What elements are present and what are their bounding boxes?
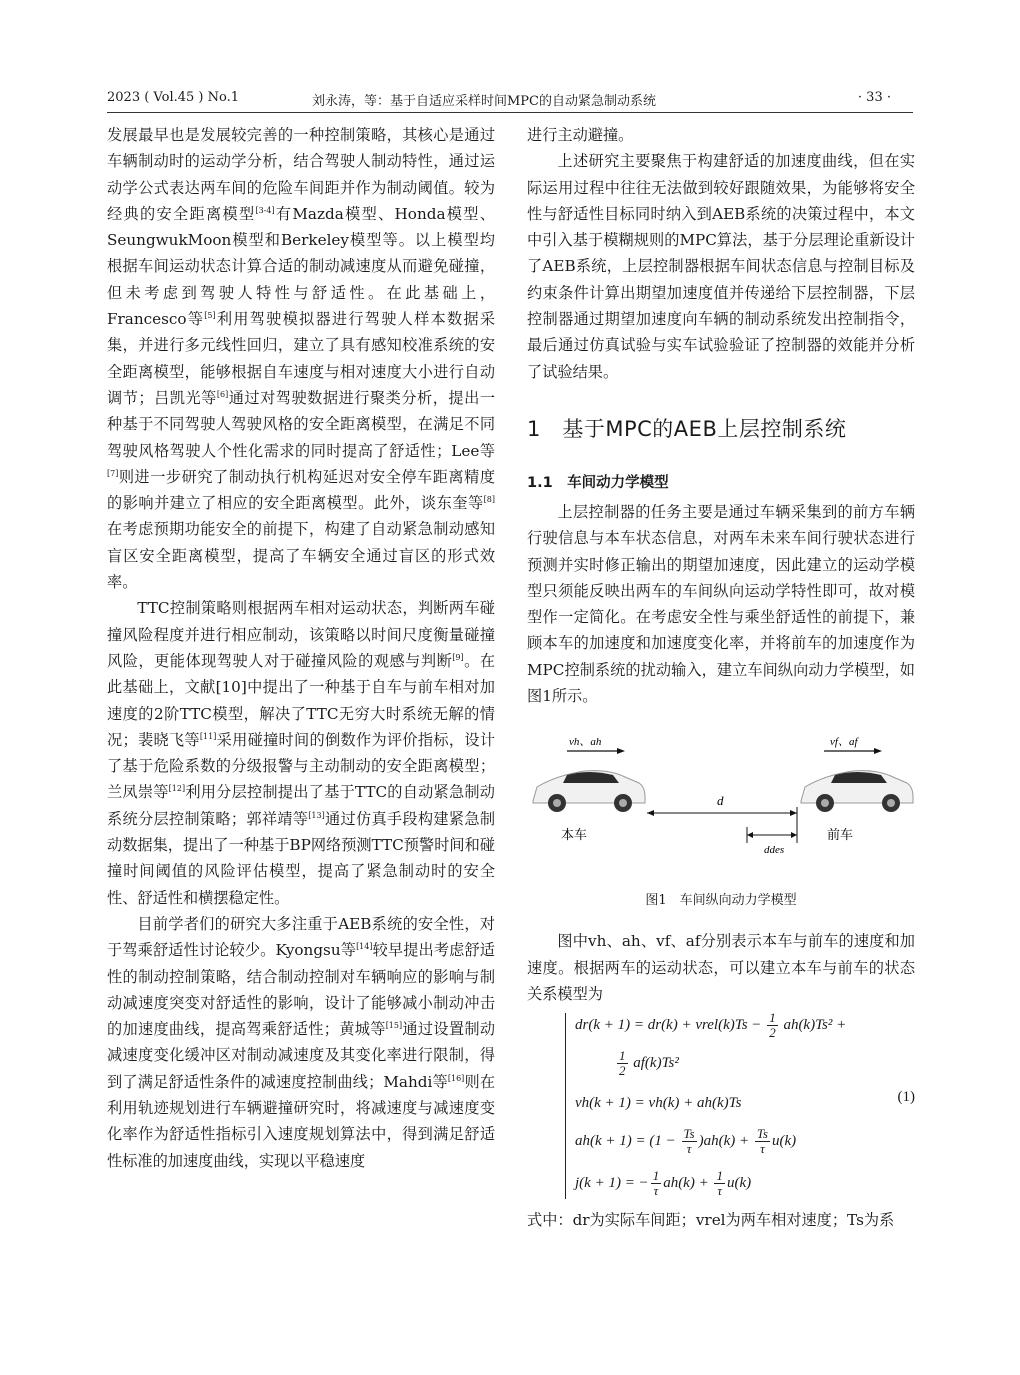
paragraph-figure-description: 图中vh、ah、vf、af分别表示本车与前车的速度和加速度。根据两车的运动状态，可以建立本车与前车的状态关系模型为 [527,932,915,1003]
article-running-title: 刘永涛，等：基于自适应采样时间MPC的自动紧急制动系统 [312,94,657,109]
figure-caption: 图1 车间纵向动力学模型 [645,893,797,909]
host-car-label: 本车 [561,828,588,844]
equation-1 [527,1011,915,1201]
equation-line-4: ah(k + 1) = (1 − $\frac{Ts}{\tau}$ )ah(k) + $\frac{Ts}{\tau}$ u(k) [575,1126,797,1157]
safe-distance-label: ddes [764,844,785,857]
paragraph-safety-distance: 发展最早也是发展较完善的一种控制策略，其核心是通过车辆制动时的运动学分析，结合驾驶人制动特性，通过运动学公式表达两车间的危险车间距并作为制动阈值。较为经典的安全距离模型[3-4]有Mazda模型、Honda模型、SeungwukMoon模型和Berkeley模型等。以上模型均根据车间运动状态计算合适的制动减速度从而避免碰撞，但未考虑到驾驶人特性与舒适性。在此基础上，Francesco等[5]利用驾驶模拟器进行驾驶人样本数据采集，并进行多元线性回归，建立了具有感知校准系统的安全距离模型，能够根据自车速度与相对速度大小进行自动调节；吕凯光等[6]通过对驾驶数据进行聚类分析，提出一种基于不同驾驶人驾驶风格的安全距离模型，在满足不同驾驶风格驾驶人个性化需求的同时提高了舒适性；Lee等[7]则进一步研究了制动执行机构延迟对安全停车距离精度的影响并建立了相应的安全距离模型。此外，谈东奎等[8]在考虑预期功能安全的前提下，构建了自动紧急制动感知盲区安全距离模型，提高了车辆安全通过盲区的形式效率。 [107,126,496,592]
front-speed-label: vf、af [830,736,858,749]
host-arrowhead [617,748,625,754]
front-arrowhead [874,748,882,754]
equation-line-3: vh(k + 1) = vh(k) + ah(k)Ts [575,1095,742,1112]
host-speed-label: vh、ah [569,736,602,749]
distance-label: d [717,793,724,809]
page-number: · 33 · [857,90,891,105]
host-car-icon [533,771,645,812]
front-car-icon [801,771,913,812]
equation-line-2: $\frac{1}{2}$ af(k)Ts² [619,1048,679,1079]
journal-issue: 2023 ( Vol.45 ) No.1 [107,90,239,105]
left-column [107,122,495,1174]
right-column [527,122,915,1234]
running-header [107,84,913,113]
subsection-title: 1.1 车间动力学模型 [527,474,669,491]
equation-number: (1) [897,1089,915,1106]
front-car-label: 前车 [827,828,854,844]
paragraph-continuation: 进行主动避撞。 [527,126,634,144]
equation-line-5: j(k + 1) = − $\frac{1}{\tau}$ ah(k) + $\frac{1}{\tau}$ u(k) [575,1168,752,1199]
figure-longitudinal-model [527,731,915,881]
equation-line-1: dr(k + 1) = dr(k) + vrel(k)Ts − $\frac{1}{2}$ ah(k)Ts² + [575,1010,847,1041]
equation-brace [565,1013,572,1199]
paragraph-model-intro: 上层控制器的任务主要是通过车辆采集到的前方车辆行驶信息与本车状态信息，对两车未来车间行驶状态进行预测并实时修正输出的期望加速度，因此建立的运动学模型只须能反映出两车的车间纵向运动学特性即可，故对模型作一定简化。在考虑安全性与乘坐舒适性的前提下，兼顾本车的加速度和加速度变化率，并将前车的加速度作为MPC控制系统的扰动输入，建立车间纵向动力学模型，如图1所示。 [527,502,915,706]
section-title: 1 基于MPC的AEB上层控制系统 [527,416,847,441]
paragraph-ttc: TTC控制策略则根据两车相对运动状态，判断两车碰撞风险程度并进行相应制动，该策略以时间尺度衡量碰撞风险，更能体现驾驶人对于碰撞风险的观感与判断[9]。在此基础上，文献[10]中提出了一种基于自车与前车相对加速度的2阶TTC模型，解决了TTC无穷大时系统无解的情况；裴晓飞等[11]采用碰撞时间的倒数作为评价指标，设计了基于危险系数的分级报警与主动制动的安全距离模型；兰凤崇等[12]利用分层控制提出了基于TTC的自动紧急制动系统分层控制策略；郭祥靖等[13]通过仿真手段构建紧急制动数据集，提出了一种基于BP网络预测TTC预警时间和碰撞时间阈值的风险评估模型，提高了紧急制动时的安全性、舒适性和横摆稳定性。 [107,599,496,907]
paragraph-comfort: 目前学者们的研究大多注重于AEB系统的安全性，对于驾乘舒适性讨论较少。Kyongsu等[14]较早提出考虑舒适性的制动控制策略，结合制动控制对车辆响应的影响与制动减速度突变对舒适性的影响，设计了能够减小制动冲击的加速度曲线，提高驾乘舒适性；黄城等[15]通过设置制动减速度变化缓冲区对制动减速度及其变化率进行限制，得到了满足舒适性条件的减速度控制曲线；Mahdi等[16]则在利用轨迹规划进行车辆避撞研究时，将减速度与减速度变化率作为舒适性指标引入速度规划算法中，得到满足舒适性标准的加速度曲线，实现以平稳速度 [107,914,496,1170]
figure-diagram [527,731,915,881]
paragraph-variable-definitions: 式中：dr为实际车间距；vrel为两车相对速度；Ts为系 [527,1211,895,1230]
paragraph-overview: 上述研究主要聚焦于构建舒适的加速度曲线，但在实际运用过程中往往无法做到较好跟随效果，为能够将安全性与舒适性目标同时纳入到AEB系统的决策过程中，本文中引入基于模糊规则的MPC算法，基于分层理论重新设计了AEB系统，上层控制器根据车间状态信息与控制目标及约束条件计算出期望加速度值并传递给下层控制器，下层控制器通过期望加速度向车辆的制动系统发出控制指令，最后通过仿真试验与实车试验验证了控制器的效能并分析了试验结果。 [527,152,915,381]
